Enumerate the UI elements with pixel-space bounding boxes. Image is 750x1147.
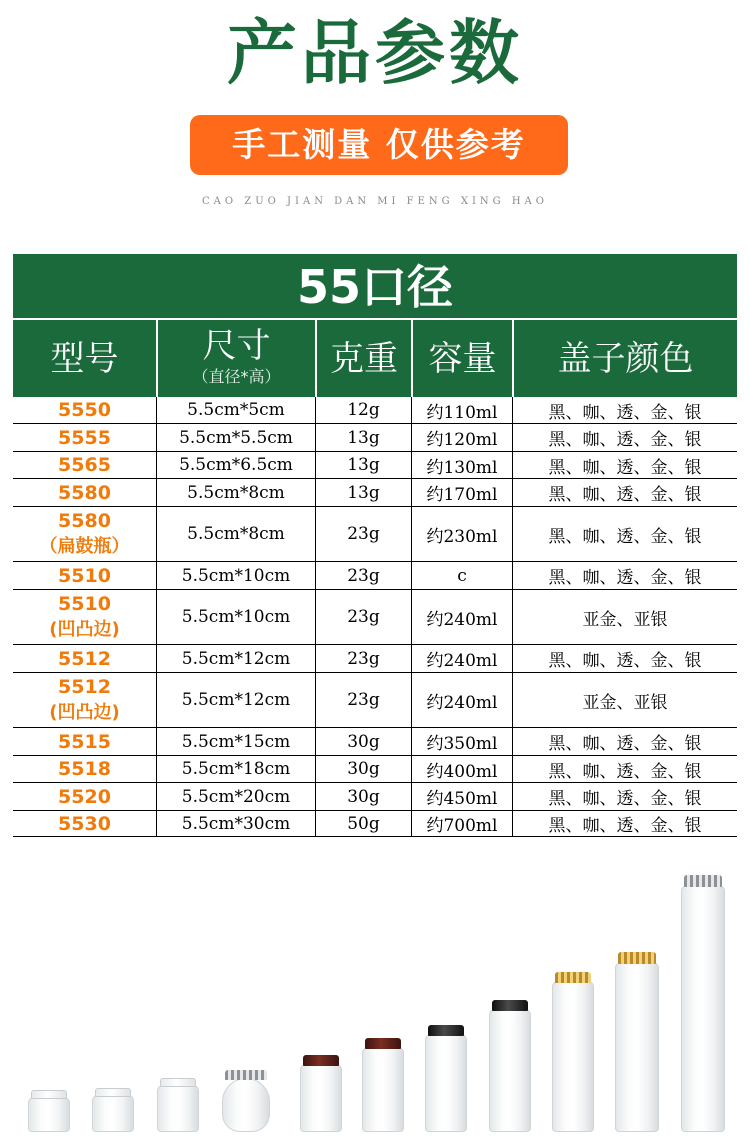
column-header-size-label: 尺寸 — [202, 326, 271, 366]
column-header-size — [156, 318, 315, 397]
table-row — [13, 397, 737, 424]
cell-colors: 亚金、亚银 — [512, 590, 737, 644]
cell-weight: 13g — [315, 452, 411, 478]
jar-body — [681, 885, 725, 1132]
cell-colors: 黑、咖、透、金、银 — [512, 479, 737, 506]
column-header-lid-colors — [512, 318, 737, 397]
cell-colors: 黑、咖、透、金、银 — [512, 397, 737, 423]
column-header-model — [13, 318, 156, 397]
cell-weight: 50g — [315, 811, 411, 836]
column-header-capacity — [411, 318, 512, 397]
jar-image — [222, 1070, 270, 1132]
cell-capacity: 约450ml — [411, 783, 512, 810]
cell-weight: 30g — [315, 783, 411, 810]
model-number: 5555 — [58, 426, 111, 449]
jar-lid — [684, 875, 722, 887]
jar-lid — [31, 1090, 67, 1099]
jar-image — [425, 1025, 467, 1132]
jar-body — [222, 1078, 270, 1132]
model-number: 5520 — [58, 785, 111, 808]
table-row — [13, 728, 737, 756]
cell-model — [13, 424, 156, 451]
jar-lid — [365, 1038, 401, 1049]
model-number: 5580 — [58, 481, 111, 504]
cell-size: 5.5cm*5cm — [156, 397, 315, 423]
cell-capacity: 约700ml — [411, 811, 512, 836]
column-header-weight — [315, 318, 411, 397]
cell-model — [13, 756, 156, 782]
jar-lid — [428, 1025, 464, 1036]
page-title: 产品参数 — [227, 11, 523, 94]
cell-size: 5.5cm*8cm — [156, 507, 315, 561]
cell-model — [13, 811, 156, 836]
cell-size: 5.5cm*20cm — [156, 783, 315, 810]
cell-capacity: 约170ml — [411, 479, 512, 506]
jar-image — [489, 1000, 531, 1132]
cell-weight: 30g — [315, 756, 411, 782]
cell-weight: 23g — [315, 645, 411, 672]
jar-image — [552, 972, 594, 1132]
jar-lid — [95, 1088, 131, 1097]
cell-colors: 黑、咖、透、金、银 — [512, 811, 737, 836]
cell-model — [13, 673, 156, 727]
cell-size: 5.5cm*8cm — [156, 479, 315, 506]
table-row — [13, 590, 737, 645]
model-number: 5518 — [58, 758, 111, 780]
cell-model — [13, 562, 156, 589]
cell-size: 5.5cm*15cm — [156, 728, 315, 755]
cell-colors: 黑、咖、透、金、银 — [512, 424, 737, 451]
cell-size: 5.5cm*10cm — [156, 590, 315, 644]
cell-colors: 亚金、亚银 — [512, 673, 737, 727]
table-row — [13, 811, 737, 837]
cell-weight: 12g — [315, 397, 411, 423]
jar-image — [681, 875, 725, 1132]
cell-size: 5.5cm*5.5cm — [156, 424, 315, 451]
cell-colors: 黑、咖、透、金、银 — [512, 728, 737, 755]
table-row — [13, 424, 737, 452]
jar-body — [92, 1095, 134, 1132]
jar-image — [92, 1088, 134, 1132]
table-row — [13, 479, 737, 507]
jar-body — [157, 1085, 199, 1132]
cell-model — [13, 479, 156, 506]
cell-colors: 黑、咖、透、金、银 — [512, 783, 737, 810]
table-row — [13, 673, 737, 728]
table-row — [13, 507, 737, 562]
model-number: 5515 — [58, 730, 111, 753]
jar-image — [28, 1090, 70, 1132]
cell-size: 5.5cm*12cm — [156, 673, 315, 727]
pinyin-tagline: CAO ZUO JIAN DAN MI FENG XING HAO — [202, 196, 548, 207]
table-row — [13, 645, 737, 673]
cell-size: 5.5cm*6.5cm — [156, 452, 315, 478]
model-number: 5510 — [58, 593, 111, 615]
cell-capacity: 约350ml — [411, 728, 512, 755]
table-row — [13, 783, 737, 811]
cell-colors: 黑、咖、透、金、银 — [512, 507, 737, 561]
jar-body — [300, 1064, 342, 1132]
table-caption: 55口径 — [296, 260, 453, 314]
jar-lid — [555, 972, 591, 983]
model-number: 5550 — [58, 399, 111, 421]
model-number: 5530 — [58, 812, 111, 835]
cell-capacity: c — [411, 562, 512, 589]
cell-model — [13, 728, 156, 755]
table-row — [13, 452, 737, 479]
cell-model — [13, 397, 156, 423]
cell-size: 5.5cm*30cm — [156, 811, 315, 836]
cell-capacity: 约120ml — [411, 424, 512, 451]
jar-lid — [225, 1070, 267, 1080]
jar-body — [425, 1034, 467, 1132]
jar-lid — [492, 1000, 528, 1011]
model-number: 5580 — [58, 510, 111, 532]
cell-weight: 13g — [315, 479, 411, 506]
cell-model — [13, 452, 156, 478]
model-variant: （扁鼓瓶） — [39, 536, 130, 557]
jar-body — [552, 981, 594, 1132]
cell-capacity: 约130ml — [411, 452, 512, 478]
jar-body — [28, 1097, 70, 1132]
cell-capacity: 约240ml — [411, 645, 512, 672]
column-header-weight-label: 克重 — [330, 339, 398, 379]
disclaimer-badge: 手工测量 仅供参考 — [190, 115, 568, 175]
jar-body — [615, 962, 659, 1132]
cell-model — [13, 507, 156, 561]
cell-weight: 23g — [315, 562, 411, 589]
cell-weight: 23g — [315, 673, 411, 727]
cell-weight: 30g — [315, 728, 411, 755]
cell-colors: 黑、咖、透、金、银 — [512, 452, 737, 478]
model-number: 5510 — [58, 564, 111, 587]
jar-image — [615, 952, 659, 1132]
cell-size: 5.5cm*18cm — [156, 756, 315, 782]
jar-body — [362, 1047, 404, 1132]
jar-lid — [303, 1055, 339, 1066]
cell-capacity: 约110ml — [411, 397, 512, 423]
jar-image — [157, 1078, 199, 1132]
cell-colors: 黑、咖、透、金、银 — [512, 562, 737, 589]
cell-colors: 黑、咖、透、金、银 — [512, 756, 737, 782]
cell-weight: 23g — [315, 507, 411, 561]
cell-model — [13, 645, 156, 672]
cell-weight: 13g — [315, 424, 411, 451]
cell-size: 5.5cm*12cm — [156, 645, 315, 672]
cell-capacity: 约400ml — [411, 756, 512, 782]
cell-size: 5.5cm*10cm — [156, 562, 315, 589]
cell-colors: 黑、咖、透、金、银 — [512, 645, 737, 672]
cell-capacity: 约240ml — [411, 590, 512, 644]
cell-model — [13, 590, 156, 644]
column-header-model-label: 型号 — [50, 339, 119, 379]
model-variant: (凹凸边) — [49, 702, 120, 723]
jar-lid — [160, 1078, 196, 1087]
column-header-lid-colors-label: 盖子颜色 — [557, 339, 694, 379]
cell-capacity: 约240ml — [411, 673, 512, 727]
model-number: 5512 — [58, 647, 111, 670]
jar-image — [300, 1055, 342, 1132]
cell-capacity: 约230ml — [411, 507, 512, 561]
cell-model — [13, 783, 156, 810]
model-number: 5512 — [58, 676, 111, 698]
cell-weight: 23g — [315, 590, 411, 644]
column-header-capacity-label: 容量 — [428, 339, 497, 379]
model-variant: (凹凸边) — [49, 619, 120, 640]
jar-body — [489, 1009, 531, 1132]
table-row — [13, 562, 737, 590]
jar-image — [362, 1038, 404, 1132]
column-header-size-sub: （直径*高） — [192, 367, 281, 386]
jar-lid — [618, 952, 656, 964]
table-row — [13, 756, 737, 783]
model-number: 5565 — [58, 454, 111, 476]
